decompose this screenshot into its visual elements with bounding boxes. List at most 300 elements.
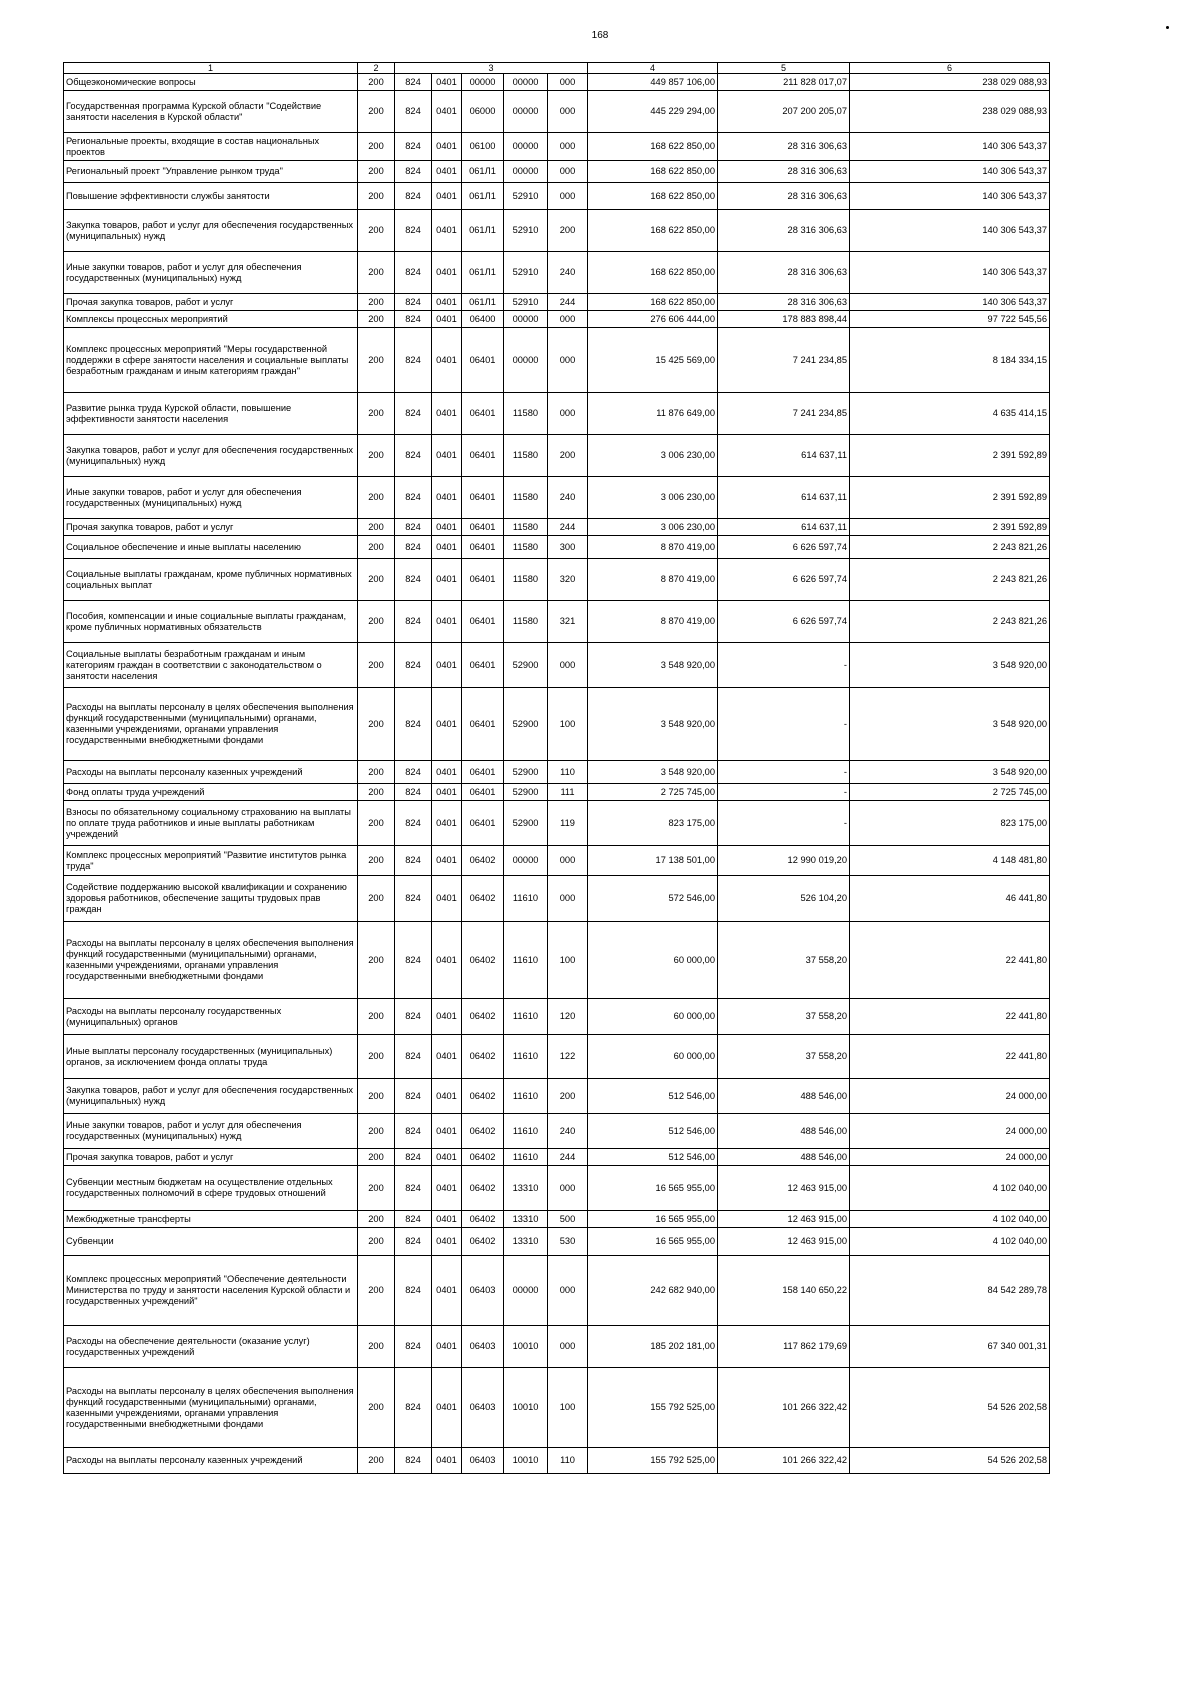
value-executed: 178 883 898,44: [718, 311, 850, 328]
code-subsection: 0401: [432, 536, 462, 559]
value-remaining: 2 243 821,26: [850, 559, 1050, 601]
value-remaining: 8 184 334,15: [850, 328, 1050, 393]
table-row: [64, 846, 1050, 876]
value-remaining: 140 306 543,37: [850, 210, 1050, 252]
value-executed: 6 626 597,74: [718, 536, 850, 559]
value-executed: 6 626 597,74: [718, 559, 850, 601]
code-expense-type: 500: [548, 1211, 588, 1228]
code-subsection: 0401: [432, 1326, 462, 1368]
code-ministry: 824: [395, 999, 432, 1035]
header-col-1: 1: [64, 63, 358, 74]
code-section: 200: [358, 1211, 395, 1228]
value-planned: 8 870 419,00: [588, 559, 718, 601]
value-planned: 60 000,00: [588, 1035, 718, 1079]
row-name: Социальные выплаты гражданам, кроме публичных нормативных социальных выплат: [64, 559, 358, 601]
value-remaining: 2 391 592,89: [850, 477, 1050, 519]
value-planned: 8 870 419,00: [588, 536, 718, 559]
value-remaining: 54 526 202,58: [850, 1448, 1050, 1474]
code-section: 200: [358, 133, 395, 161]
code-subsection: 0401: [432, 761, 462, 784]
code-ministry: 824: [395, 477, 432, 519]
code-section: 200: [358, 1114, 395, 1149]
code-program: 06402: [462, 1211, 504, 1228]
value-executed: 614 637,11: [718, 519, 850, 536]
code-program: 06402: [462, 1149, 504, 1166]
table-row: [64, 1228, 1050, 1256]
code-program: 06402: [462, 1114, 504, 1149]
code-subsection: 0401: [432, 1256, 462, 1326]
code-section: 200: [358, 688, 395, 761]
code-ministry: 824: [395, 1035, 432, 1079]
code-direction: 52910: [504, 210, 548, 252]
code-subsection: 0401: [432, 999, 462, 1035]
value-remaining: 24 000,00: [850, 1079, 1050, 1114]
value-executed: 28 316 306,63: [718, 294, 850, 311]
code-direction: 11610: [504, 999, 548, 1035]
code-subsection: 0401: [432, 559, 462, 601]
table-row: [64, 252, 1050, 294]
value-executed: 7 241 234,85: [718, 393, 850, 435]
header-col-3: 3: [395, 63, 588, 74]
code-ministry: 824: [395, 1079, 432, 1114]
value-remaining: 3 548 920,00: [850, 643, 1050, 688]
header-col-5: 5: [718, 63, 850, 74]
code-section: 200: [358, 393, 395, 435]
code-section: 200: [358, 294, 395, 311]
code-expense-type: 000: [548, 1256, 588, 1326]
row-name: Государственная программа Курской области "Содействие занятости населения в Курской области": [64, 91, 358, 133]
code-section: 200: [358, 435, 395, 477]
value-remaining: 3 548 920,00: [850, 688, 1050, 761]
code-direction: 10010: [504, 1448, 548, 1474]
code-direction: 11610: [504, 1079, 548, 1114]
value-planned: 168 622 850,00: [588, 210, 718, 252]
code-expense-type: 244: [548, 294, 588, 311]
code-direction: 00000: [504, 74, 548, 91]
code-ministry: 824: [395, 74, 432, 91]
value-executed: -: [718, 643, 850, 688]
header-col-2: 2: [358, 63, 395, 74]
code-program: 06402: [462, 922, 504, 999]
code-direction: 11610: [504, 1114, 548, 1149]
code-program: 06401: [462, 536, 504, 559]
table-row: [64, 922, 1050, 999]
code-ministry: 824: [395, 1448, 432, 1474]
value-executed: -: [718, 784, 850, 801]
code-direction: 00000: [504, 133, 548, 161]
code-ministry: 824: [395, 1368, 432, 1448]
value-remaining: 84 542 289,78: [850, 1256, 1050, 1326]
code-ministry: 824: [395, 133, 432, 161]
value-executed: 117 862 179,69: [718, 1326, 850, 1368]
value-executed: 7 241 234,85: [718, 328, 850, 393]
value-planned: 15 425 569,00: [588, 328, 718, 393]
code-ministry: 824: [395, 846, 432, 876]
value-remaining: 2 391 592,89: [850, 519, 1050, 536]
value-executed: 207 200 205,07: [718, 91, 850, 133]
value-planned: 823 175,00: [588, 801, 718, 846]
row-name: Общеэкономические вопросы: [64, 74, 358, 91]
code-direction: 10010: [504, 1368, 548, 1448]
code-direction: 10010: [504, 1326, 548, 1368]
table-row: [64, 801, 1050, 846]
table-row: [64, 519, 1050, 536]
value-executed: 28 316 306,63: [718, 161, 850, 183]
row-name: Взносы по обязательному социальному страхованию на выплаты по оплате труда работников и иные выплаты работникам учреждений: [64, 801, 358, 846]
table-row: [64, 1368, 1050, 1448]
code-expense-type: 000: [548, 643, 588, 688]
code-direction: 13310: [504, 1228, 548, 1256]
code-subsection: 0401: [432, 801, 462, 846]
value-planned: 17 138 501,00: [588, 846, 718, 876]
code-section: 200: [358, 1079, 395, 1114]
code-program: 06401: [462, 784, 504, 801]
value-planned: 168 622 850,00: [588, 183, 718, 210]
code-program: 06403: [462, 1256, 504, 1326]
code-subsection: 0401: [432, 1448, 462, 1474]
value-remaining: 238 029 088,93: [850, 91, 1050, 133]
value-planned: 3 006 230,00: [588, 519, 718, 536]
code-direction: 11580: [504, 519, 548, 536]
value-remaining: 4 102 040,00: [850, 1166, 1050, 1211]
table-row: [64, 784, 1050, 801]
value-remaining: 140 306 543,37: [850, 252, 1050, 294]
value-executed: 614 637,11: [718, 477, 850, 519]
code-program: 06401: [462, 643, 504, 688]
value-remaining: 4 635 414,15: [850, 393, 1050, 435]
code-program: 06401: [462, 559, 504, 601]
code-direction: 11580: [504, 536, 548, 559]
code-program: 06402: [462, 1079, 504, 1114]
code-subsection: 0401: [432, 477, 462, 519]
table-row: [64, 91, 1050, 133]
value-remaining: 140 306 543,37: [850, 161, 1050, 183]
code-ministry: 824: [395, 311, 432, 328]
row-name: Закупка товаров, работ и услуг для обеспечения государственных (муниципальных) нужд: [64, 435, 358, 477]
header-col-4: 4: [588, 63, 718, 74]
value-planned: 155 792 525,00: [588, 1448, 718, 1474]
code-section: 200: [358, 761, 395, 784]
code-subsection: 0401: [432, 1035, 462, 1079]
value-executed: 101 266 322,42: [718, 1448, 850, 1474]
code-expense-type: 000: [548, 1166, 588, 1211]
value-remaining: 24 000,00: [850, 1149, 1050, 1166]
row-name: Иные закупки товаров, работ и услуг для обеспечения государственных (муниципальных) нужд: [64, 1114, 358, 1149]
row-name: Расходы на выплаты персоналу в целях обеспечения выполнения функций государственными (муниципальными) органами, казенными учреждениями, органами управления государственными внебюджетными фондами: [64, 688, 358, 761]
code-subsection: 0401: [432, 91, 462, 133]
row-name: Иные закупки товаров, работ и услуг для обеспечения государственных (муниципальных) нужд: [64, 477, 358, 519]
row-name: Прочая закупка товаров, работ и услуг: [64, 519, 358, 536]
value-planned: 3 006 230,00: [588, 477, 718, 519]
budget-table: [63, 62, 1050, 1474]
code-expense-type: 200: [548, 1079, 588, 1114]
code-expense-type: 120: [548, 999, 588, 1035]
row-name: Расходы на выплаты персоналу в целях обеспечения выполнения функций государственными (муниципальными) органами, казенными учреждениями, органами управления государственными внебюджетными фондами: [64, 922, 358, 999]
code-program: 061Л1: [462, 252, 504, 294]
row-name: Расходы на выплаты персоналу государственных (муниципальных) органов: [64, 999, 358, 1035]
code-expense-type: 000: [548, 393, 588, 435]
code-program: 06401: [462, 435, 504, 477]
code-subsection: 0401: [432, 1166, 462, 1211]
code-section: 200: [358, 559, 395, 601]
value-executed: 488 546,00: [718, 1149, 850, 1166]
code-expense-type: 000: [548, 876, 588, 922]
row-name: Закупка товаров, работ и услуг для обеспечения государственных (муниципальных) нужд: [64, 210, 358, 252]
code-program: 06401: [462, 519, 504, 536]
value-executed: 28 316 306,63: [718, 252, 850, 294]
value-executed: 12 463 915,00: [718, 1166, 850, 1211]
row-name: Прочая закупка товаров, работ и услуг: [64, 294, 358, 311]
code-section: 200: [358, 1326, 395, 1368]
code-subsection: 0401: [432, 435, 462, 477]
code-program: 06402: [462, 1166, 504, 1211]
value-executed: 101 266 322,42: [718, 1368, 850, 1448]
code-subsection: 0401: [432, 688, 462, 761]
table-row: [64, 133, 1050, 161]
code-expense-type: 000: [548, 133, 588, 161]
code-section: 200: [358, 846, 395, 876]
table-row: [64, 74, 1050, 91]
code-direction: 11610: [504, 876, 548, 922]
code-section: 200: [358, 876, 395, 922]
table-row: [64, 210, 1050, 252]
code-direction: 00000: [504, 328, 548, 393]
row-name: Комплексы процессных мероприятий: [64, 311, 358, 328]
code-program: 06400: [462, 311, 504, 328]
value-planned: 16 565 955,00: [588, 1166, 718, 1211]
value-planned: 168 622 850,00: [588, 294, 718, 311]
code-ministry: 824: [395, 91, 432, 133]
table-row: [64, 1448, 1050, 1474]
code-direction: 13310: [504, 1211, 548, 1228]
code-expense-type: 240: [548, 477, 588, 519]
value-remaining: 97 722 545,56: [850, 311, 1050, 328]
code-ministry: 824: [395, 252, 432, 294]
code-subsection: 0401: [432, 1079, 462, 1114]
value-planned: 60 000,00: [588, 999, 718, 1035]
value-executed: -: [718, 801, 850, 846]
code-ministry: 824: [395, 688, 432, 761]
code-expense-type: 240: [548, 252, 588, 294]
code-direction: 00000: [504, 91, 548, 133]
code-section: 200: [358, 922, 395, 999]
code-ministry: 824: [395, 643, 432, 688]
value-planned: 168 622 850,00: [588, 133, 718, 161]
code-expense-type: 000: [548, 1326, 588, 1368]
code-expense-type: 240: [548, 1114, 588, 1149]
value-planned: 512 546,00: [588, 1079, 718, 1114]
code-ministry: 824: [395, 922, 432, 999]
scan-speck: [1166, 26, 1169, 29]
code-expense-type: 119: [548, 801, 588, 846]
code-ministry: 824: [395, 1114, 432, 1149]
table-row: [64, 761, 1050, 784]
code-ministry: 824: [395, 294, 432, 311]
code-program: 06402: [462, 1228, 504, 1256]
code-direction: 52910: [504, 252, 548, 294]
code-section: 200: [358, 999, 395, 1035]
code-direction: 11610: [504, 1149, 548, 1166]
code-expense-type: 000: [548, 183, 588, 210]
code-subsection: 0401: [432, 601, 462, 643]
row-name: Комплекс процессных мероприятий "Обеспечение деятельности Министерства по труду и занятости населения Курской области и государственных учреждений": [64, 1256, 358, 1326]
value-remaining: 140 306 543,37: [850, 183, 1050, 210]
code-section: 200: [358, 801, 395, 846]
table-row: [64, 1326, 1050, 1368]
value-remaining: 22 441,80: [850, 999, 1050, 1035]
row-name: Содействие поддержанию высокой квалификации и сохранению здоровья работников, обеспечение защиты трудовых прав граждан: [64, 876, 358, 922]
code-ministry: 824: [395, 536, 432, 559]
code-program: 06401: [462, 688, 504, 761]
value-executed: 488 546,00: [718, 1114, 850, 1149]
code-program: 06403: [462, 1368, 504, 1448]
row-name: Межбюджетные трансферты: [64, 1211, 358, 1228]
value-remaining: 140 306 543,37: [850, 294, 1050, 311]
value-planned: 449 857 106,00: [588, 74, 718, 91]
table-row: [64, 294, 1050, 311]
table-row: [64, 559, 1050, 601]
table-row: [64, 1166, 1050, 1211]
code-expense-type: 000: [548, 846, 588, 876]
code-ministry: 824: [395, 161, 432, 183]
row-name: Иные закупки товаров, работ и услуг для обеспечения государственных (муниципальных) нужд: [64, 252, 358, 294]
value-planned: 185 202 181,00: [588, 1326, 718, 1368]
header-row: [64, 63, 1050, 74]
code-expense-type: 244: [548, 1149, 588, 1166]
page-number: 168: [591, 30, 609, 41]
code-direction: 13310: [504, 1166, 548, 1211]
code-subsection: 0401: [432, 1149, 462, 1166]
code-expense-type: 000: [548, 328, 588, 393]
code-direction: 52910: [504, 183, 548, 210]
row-name: Развитие рынка труда Курской области, повышение эффективности занятости населения: [64, 393, 358, 435]
code-direction: 11580: [504, 559, 548, 601]
code-ministry: 824: [395, 1166, 432, 1211]
code-subsection: 0401: [432, 183, 462, 210]
code-section: 200: [358, 1256, 395, 1326]
code-section: 200: [358, 210, 395, 252]
value-planned: 168 622 850,00: [588, 252, 718, 294]
value-executed: 28 316 306,63: [718, 210, 850, 252]
code-ministry: 824: [395, 876, 432, 922]
row-name: Фонд оплаты труда учреждений: [64, 784, 358, 801]
code-ministry: 824: [395, 210, 432, 252]
table-row: [64, 393, 1050, 435]
code-subsection: 0401: [432, 922, 462, 999]
value-remaining: 22 441,80: [850, 1035, 1050, 1079]
value-planned: 11 876 649,00: [588, 393, 718, 435]
value-planned: 512 546,00: [588, 1114, 718, 1149]
value-executed: 488 546,00: [718, 1079, 850, 1114]
code-program: 06403: [462, 1326, 504, 1368]
value-remaining: 2 243 821,26: [850, 536, 1050, 559]
table-row: [64, 1079, 1050, 1114]
value-remaining: 54 526 202,58: [850, 1368, 1050, 1448]
code-expense-type: 200: [548, 210, 588, 252]
value-executed: 158 140 650,22: [718, 1256, 850, 1326]
code-ministry: 824: [395, 1149, 432, 1166]
code-expense-type: 111: [548, 784, 588, 801]
code-section: 200: [358, 1368, 395, 1448]
code-program: 06403: [462, 1448, 504, 1474]
code-direction: 52900: [504, 801, 548, 846]
code-section: 200: [358, 252, 395, 294]
code-expense-type: 122: [548, 1035, 588, 1079]
value-planned: 3 006 230,00: [588, 435, 718, 477]
row-name: Региональный проект "Управление рынком труда": [64, 161, 358, 183]
code-direction: 52900: [504, 688, 548, 761]
code-subsection: 0401: [432, 161, 462, 183]
value-executed: 12 990 019,20: [718, 846, 850, 876]
code-section: 200: [358, 1228, 395, 1256]
code-expense-type: 000: [548, 311, 588, 328]
code-program: 06000: [462, 91, 504, 133]
code-expense-type: 320: [548, 559, 588, 601]
code-subsection: 0401: [432, 311, 462, 328]
value-executed: 37 558,20: [718, 1035, 850, 1079]
code-subsection: 0401: [432, 1211, 462, 1228]
code-subsection: 0401: [432, 784, 462, 801]
code-ministry: 824: [395, 784, 432, 801]
value-executed: 12 463 915,00: [718, 1211, 850, 1228]
code-section: 200: [358, 1448, 395, 1474]
value-remaining: 4 102 040,00: [850, 1228, 1050, 1256]
code-program: 061Л1: [462, 294, 504, 311]
code-section: 200: [358, 1035, 395, 1079]
code-section: 200: [358, 328, 395, 393]
value-planned: 16 565 955,00: [588, 1228, 718, 1256]
header-col-6: 6: [850, 63, 1050, 74]
value-executed: -: [718, 761, 850, 784]
value-planned: 276 606 444,00: [588, 311, 718, 328]
value-planned: 8 870 419,00: [588, 601, 718, 643]
code-program: 06402: [462, 1035, 504, 1079]
row-name: Комплекс процессных мероприятий "Развитие институтов рынка труда": [64, 846, 358, 876]
code-section: 200: [358, 536, 395, 559]
code-expense-type: 000: [548, 74, 588, 91]
code-direction: 11610: [504, 1035, 548, 1079]
value-remaining: 4 102 040,00: [850, 1211, 1050, 1228]
code-program: 061Л1: [462, 161, 504, 183]
code-program: 06401: [462, 328, 504, 393]
code-section: 200: [358, 643, 395, 688]
code-section: 200: [358, 1166, 395, 1211]
code-ministry: 824: [395, 761, 432, 784]
code-subsection: 0401: [432, 1228, 462, 1256]
code-program: 061Л1: [462, 183, 504, 210]
row-name: Повышение эффективности службы занятости: [64, 183, 358, 210]
code-direction: 00000: [504, 1256, 548, 1326]
code-section: 200: [358, 183, 395, 210]
code-program: 06401: [462, 393, 504, 435]
table-row: [64, 1211, 1050, 1228]
code-section: 200: [358, 91, 395, 133]
code-direction: 52900: [504, 761, 548, 784]
code-direction: 11580: [504, 393, 548, 435]
value-planned: 3 548 920,00: [588, 643, 718, 688]
table-row: [64, 1035, 1050, 1079]
value-planned: 242 682 940,00: [588, 1256, 718, 1326]
code-expense-type: 244: [548, 519, 588, 536]
code-subsection: 0401: [432, 519, 462, 536]
row-name: Иные выплаты персоналу государственных (муниципальных) органов, за исключением фонда оплаты труда: [64, 1035, 358, 1079]
value-executed: 526 104,20: [718, 876, 850, 922]
value-remaining: 24 000,00: [850, 1114, 1050, 1149]
code-subsection: 0401: [432, 294, 462, 311]
table-row: [64, 876, 1050, 922]
code-subsection: 0401: [432, 1368, 462, 1448]
code-section: 200: [358, 519, 395, 536]
